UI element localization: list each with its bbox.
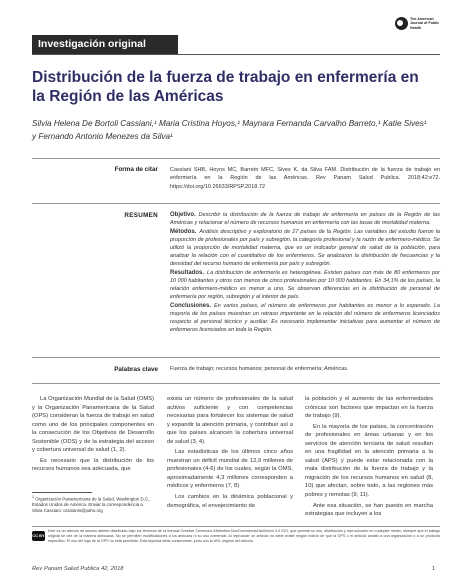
license-rule [32,526,440,527]
paragraph: la población y el aumento de las enfermedades crónicas son factores que impactan en la fuerza de trabajo (9). [305,396,433,420]
divider [32,158,440,159]
citation-label: Forma de citar [114,166,158,173]
abstract-objective: Objetivo. Describir la distribución de la fuerza de trabajo de enfermería en países de la Región de las Américas y relacionar el número de recursos humanos en enfermería con las tasas de mortalidad materna. [170,212,440,226]
paragraph: La Organización Mundial de la Salud (OMS) y la Organización Panamericana de la Salud (OPS) consideran la fuerza de trabajo en salud como uno de los principales componentes en la consecución de los Objetivos de Desarrollo Sostenible (ODS) y de la estrategia del acceso y cobertura universal de salud (1, 2). [32,396,154,454]
citation-text: Cassiani SHB, Hoyos MC, Barreto MFC, Sives K, da Silva FAM. Distribución de la fuerza de trabajo en enfermería en la Región de las Américas. Rev Panam Salud Publica. 2018;42:e72. https://doi.org/10.26633/RPSP.2018.72 [170,167,440,190]
divider [32,357,440,358]
paragraph: Es necesario que la distribución de los recursos humanos sea adecuada, que [32,457,154,473]
abstract [170,211,440,335]
footnote-marker: 1 [32,495,34,499]
body-column-3 [305,395,433,521]
abstract-conclusions: Conclusiones. En varios países, el número de enfermeros por habitantes es menor a lo esperado. La mayoría de los países muestran un retraso importante en la relación del número de enfermeros licenciados respecto al personal técnico y auxiliar. Es necesario implementar iniciativas para aumentar el número de enfermeros licenciados en toda la Región. [170,303,440,333]
article-title: Distribución de la fuerza de trabajo en enfermería en la Región de las Américas [32,69,419,105]
section-label: Investigación original [32,35,178,54]
footnote-rule [32,492,92,493]
keywords-text: Fuerza de trabajo; recursos humanos; personal de enfermería; Américas. [170,366,349,372]
abstract-label: RESUMEN [124,212,158,219]
abstract-results: Resultados. La distribución de enfermería es heterogénea. Existen países con más de 80 enfermeros por 10 000 habitantes y otros con menos de cinco profesionales por 10 000 habitantes. En 34,1% de los países, la relación enfermero-médico es menor a uno. Se observan diferencias en la distribución de personal de enfermería por región, subregión y al interior de país. [170,270,440,300]
creative-commons-icon: CC BY [32,531,45,541]
paragraph: Las estadísticas de los últimos cinco años muestran un déficit mundial de 12,9 millones de profesionales (4-6) de los cuales, según la OMS, aproximadamente 4,3 millones corresponden a médicos y enfermeros (7, 8). [167,449,293,490]
footnote [32,494,154,514]
license-text: Este es un artículo de acceso abierto distribuido bajo los términos de la licencia Creative Commons Attribution-NonCommercial-NoDerivs 3.0 IGO, que permite su uso, distribución y reproducción en cualquier medio, siempre que el trabajo original se cite de la manera adecuada. No se permiten modificaciones a los artículos ni su uso comercial. Al reproducir un artículo no debe existir ningún indicio de que la OPS o el artículo avalan a una organización o a un producto específico. El uso del logo de la OPS no está permitido. Esta leyenda debe conservarse, junto con la URL original del artículo. [48,529,440,543]
article-authors: Silvia Helena De Bortoli Cassiani,¹ Maria Cristina Hoyos,¹ Maynara Fernanda Carvalho Barreto,¹ Katie Sives¹ y Fernando Antonio Menezes da Silva¹ [32,119,427,141]
header-rule [32,54,440,55]
footnote-text: Organización Panamericana de la Salud, Washington D.C., Estados Unidos de América. Enviar la correspondencia a Silvia Cassiani: cassianis@paho.org [32,496,151,514]
paragraph: Ante esa situación, se han puesto en marcha estrategias que incluyen a los [305,502,433,518]
paragraph: En la mayoría de los países, la concentración de profesionales en áreas urbanas y en los servicios de atención terciaria de salud resultan en una fragilidad en la atención primaria a la salud (APS) y puede estar relacionada con la mala distribución de la fuerza de trabajo y la migración de los recursos humanos en salud (8, 10) que afectan, sobre todo, a las regiones más pobres y remotas (9, 11). [305,423,433,499]
divider [32,203,440,204]
paragraph: Los cambios en la dinámica poblacional y demográfica, el envejecimiento de [167,494,293,509]
abstract-methods: Métodos. Análisis descriptivo y exploratorio de 27 países de la Región. Las variables del estudio fueron la proporción de profesionales por país y subregión, la categoría profesional y la razón de enfermero-médico. Se utilizó la proporción de mortalidad materna, que es un indicador general de salud de la población, para analizar la relación con el cuantitativo de los enfermeros. Se analizaron la distribución de frecuencias y la densidad del recurso humano de enfermería por país y subregión. [170,229,440,267]
divider [32,383,440,384]
body-column-1 [32,395,154,476]
paragraph: exista un número de profesionales de la salud activos suficiente y con competencias necesarias para fortalecer los sistemas de salud y expandir la atención primaria, y contribuir así a que los países alcancen la cobertura universal de salud (3, 4). [167,396,293,445]
journal-logo [395,16,443,40]
journal-logo-text: The American Journal of Public Health [410,17,440,30]
keywords-label: Palabras clave [114,366,158,373]
globe-icon [395,17,408,30]
body-column-2 [167,395,293,512]
footer-journal: Rev Panam Salud Publica 42, 2018 [32,566,124,572]
page-number: 1 [432,566,436,572]
